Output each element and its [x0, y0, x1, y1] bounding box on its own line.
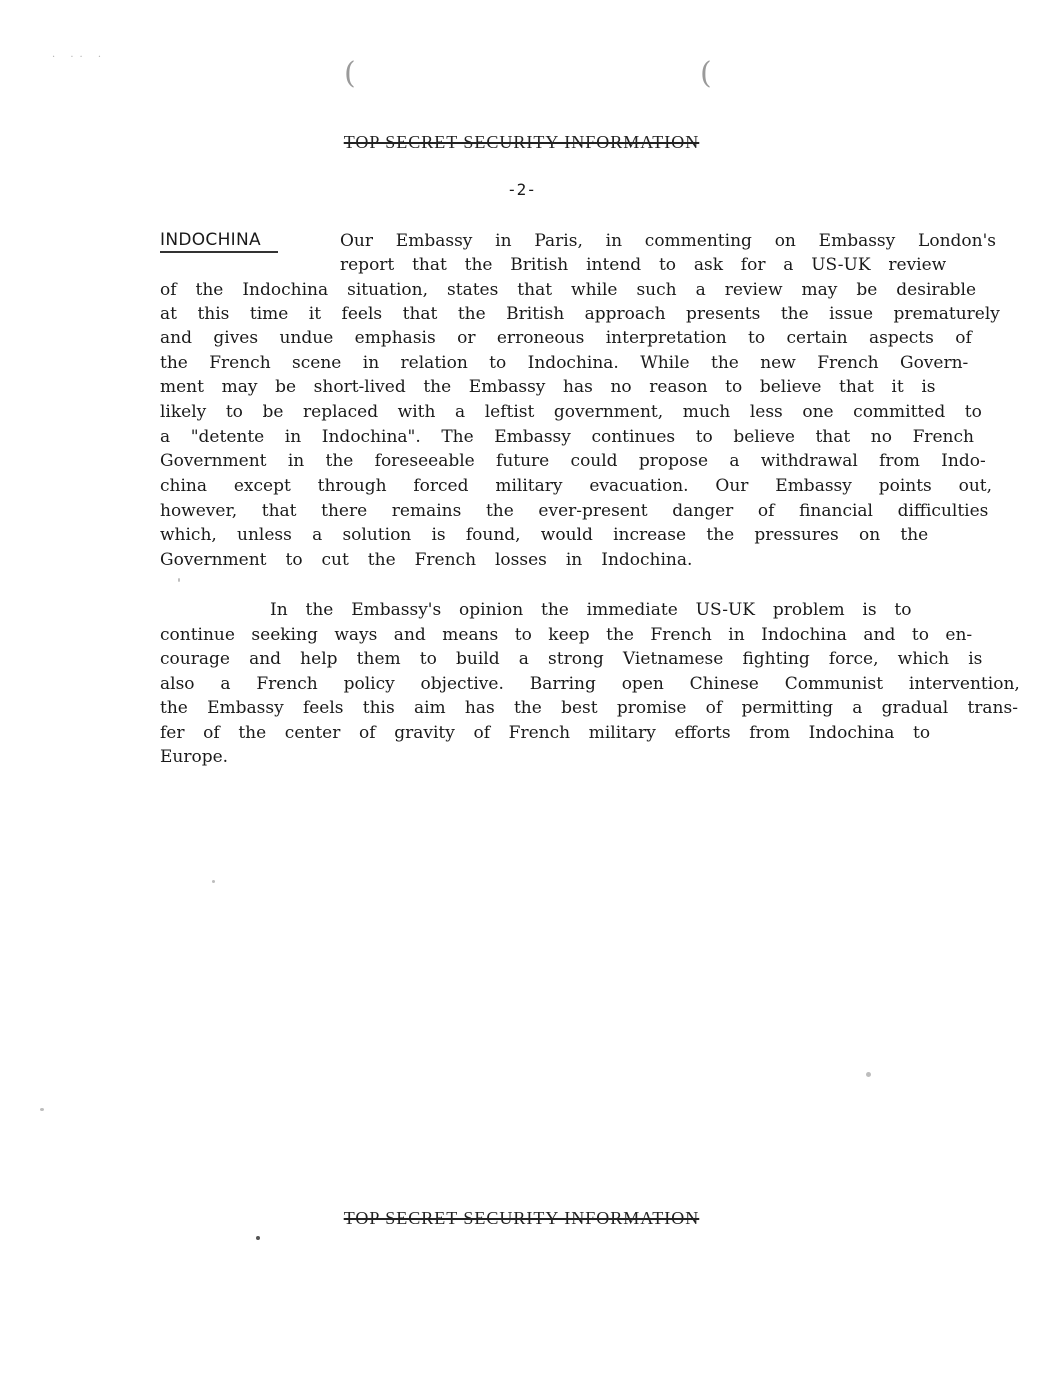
classification-footer-text: TOP SECRET SECURITY INFORMATION: [343, 1208, 700, 1228]
scan-speck: [256, 1236, 260, 1240]
paragraph-1-line: the French scene in relation to Indochina. While the new French Govern-: [160, 353, 969, 373]
binder-mark-right: (: [700, 56, 712, 91]
paragraph-1-line: china except through forced military evacuation. Our Embassy points out,: [160, 476, 993, 496]
paragraph-1-line: at this time it feels that the British approach presents the issue prematurely: [160, 304, 1000, 324]
paragraph-1-line: of the Indochina situation, states that while such a review may be desirable: [160, 280, 977, 300]
paragraph-2-line: fer of the center of gravity of French military efforts from Indochina to: [160, 723, 931, 743]
paragraph-2-line: courage and help them to build a strong Vietnamese fighting force, which is: [160, 649, 983, 669]
binder-mark-left: (: [344, 56, 356, 91]
paragraph-2-line: the Embassy feels this aim has the best promise of permitting a gradual trans-: [160, 698, 1018, 718]
paragraph-2-line: Europe.: [160, 747, 229, 767]
paragraph-1-line: report that the British intend to ask for a US-UK review: [340, 255, 947, 275]
scan-speck: [212, 880, 215, 883]
scan-speck: [866, 1072, 871, 1077]
paragraph-2-line: also a French policy objective. Barring open Chinese Communist intervention,: [160, 674, 1020, 694]
classification-footer: [0, 1208, 1043, 1229]
paragraph-1-line: ment may be short-lived the Embassy has no reason to believe that it is: [160, 377, 936, 397]
margin-specks: · ·· ·: [52, 52, 108, 63]
paragraph-1-line: Government to cut the French losses in Indochina.: [160, 550, 693, 570]
classification-header-text: TOP SECRET SECURITY INFORMATION: [343, 132, 700, 152]
scan-speck: [178, 578, 180, 582]
paragraph-2-line: continue seeking ways and means to keep the French in Indochina and to en-: [160, 625, 973, 645]
paragraph-1-line: a "detente in Indochina". The Embassy continues to believe that no French: [160, 427, 974, 447]
paragraph-1-line: Government in the foreseeable future could propose a withdrawal from Indo-: [160, 451, 986, 471]
page-number: -2-: [507, 180, 536, 199]
section-heading-underline: [160, 251, 278, 253]
section-heading: INDOCHINA: [160, 230, 261, 250]
scan-speck: [40, 1108, 44, 1111]
classification-header: [0, 132, 1043, 153]
paragraph-1-line: however, that there remains the ever-present danger of financial difficulties: [160, 501, 989, 521]
paragraph-2-line: In the Embassy's opinion the immediate US-UK problem is to: [270, 600, 912, 620]
paragraph-1-line: Our Embassy in Paris, in commenting on Embassy London's: [340, 231, 996, 251]
paragraph-1-line: and gives undue emphasis or erroneous interpretation to certain aspects of: [160, 328, 972, 348]
paragraph-1-line: which, unless a solution is found, would increase the pressures on the: [160, 525, 929, 545]
paragraph-1-line: likely to be replaced with a leftist government, much less one committed to: [160, 402, 982, 422]
